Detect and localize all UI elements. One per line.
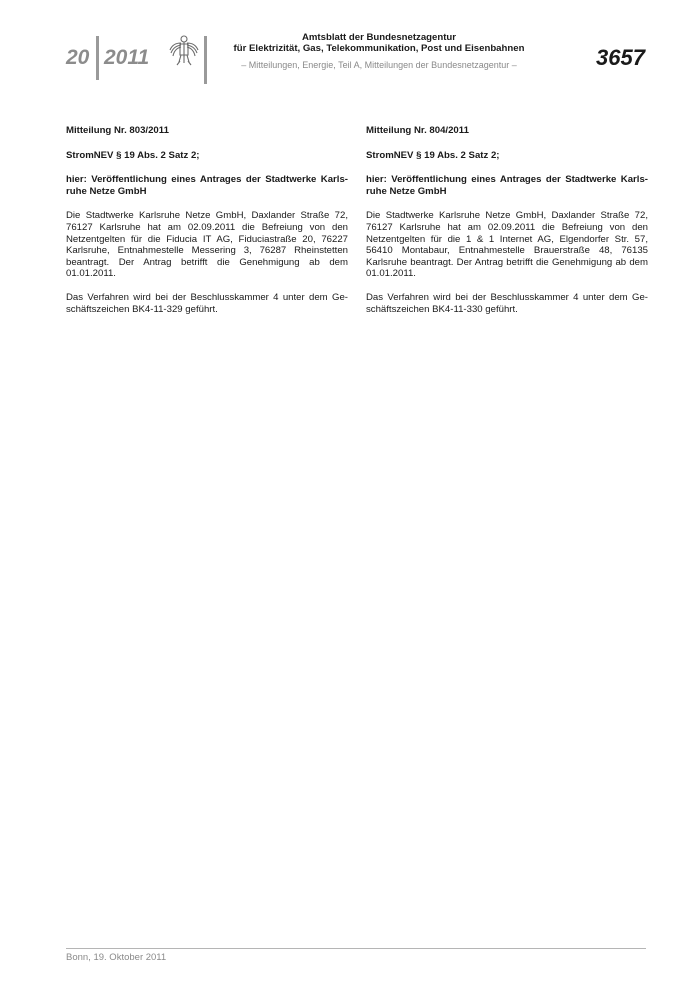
issue-year: 2011: [104, 46, 150, 69]
article-legal-basis: StromNEV § 19 Abs. 2 Satz 2;: [366, 149, 500, 161]
issue-divider: [96, 36, 99, 80]
footer-place-date: Bonn, 19. Oktober 2011: [66, 952, 167, 963]
article-legal-basis: StromNEV § 19 Abs. 2 Satz 2;: [66, 149, 200, 161]
article-subject: hier: Veröffentlichung eines Antrages der Stadtwerke Karlsruhe Netze GmbH: [366, 174, 648, 197]
gazette-subtitle: – Mitteilungen, Energie, Teil A, Mitteilungen der Bundesnetzagentur –: [241, 60, 517, 70]
article-body-paragraph: Die Stadtwerke Karlsruhe Netze GmbH, Daxlander Straße 72, 76127 Karlsruhe hat am 02.09.2011 die Befreiung von den Netzentgelten für die 1 & 1 Internet AG, Elgendorfer Str. 57, 56410 Montabaur, Entnahmestelle Brauerstraße 48, 76135 Karlsruhe beantragt. Der Antrag betrifft die Genehmigung ab dem 01.01.2011.: [366, 210, 648, 280]
article-column-left: [66, 125, 348, 327]
article-number: Mitteilung Nr. 804/2011: [366, 125, 469, 136]
footer-divider: [66, 948, 646, 949]
article-number: Mitteilung Nr. 803/2011: [66, 125, 169, 136]
article-subject: hier: Veröffentlichung eines Antrages der Stadtwerke Karlsruhe Netze GmbH: [66, 174, 348, 197]
article-column-right: [366, 125, 648, 327]
article-procedure-paragraph: Das Verfahren wird bei der Beschlusskammer 4 unter dem Geschäftszeichen BK4-11-330 geführt.: [366, 291, 648, 315]
article-body-paragraph: Die Stadtwerke Karlsruhe Netze GmbH, Daxlander Straße 72, 76127 Karlsruhe hat am 02.09.2011 die Befreiung von den Netzentgelten für die Fiducia IT AG, Fiduciastraße 20, 76227 Karlsruhe, Entnahmestelle Messering 3, 76287 Rheinstetten beantragt. Der Antrag betrifft die Genehmigung ab dem 01.01.2011.: [66, 210, 348, 280]
gazette-title-line2: für Elektrizität, Gas, Telekommunikation, Post und Eisenbahnen: [233, 43, 525, 54]
article-procedure-paragraph: Das Verfahren wird bei der Beschlusskammer 4 unter dem Geschäftszeichen BK4-11-329 geführt.: [66, 291, 348, 315]
emblem-divider: [204, 36, 207, 84]
page-number: 3657: [596, 45, 645, 70]
issue-number-left: 20: [66, 46, 90, 69]
gazette-title-line1: Amtsblatt der Bundesnetzagentur: [301, 32, 457, 43]
federal-eagle-icon: [168, 33, 200, 67]
